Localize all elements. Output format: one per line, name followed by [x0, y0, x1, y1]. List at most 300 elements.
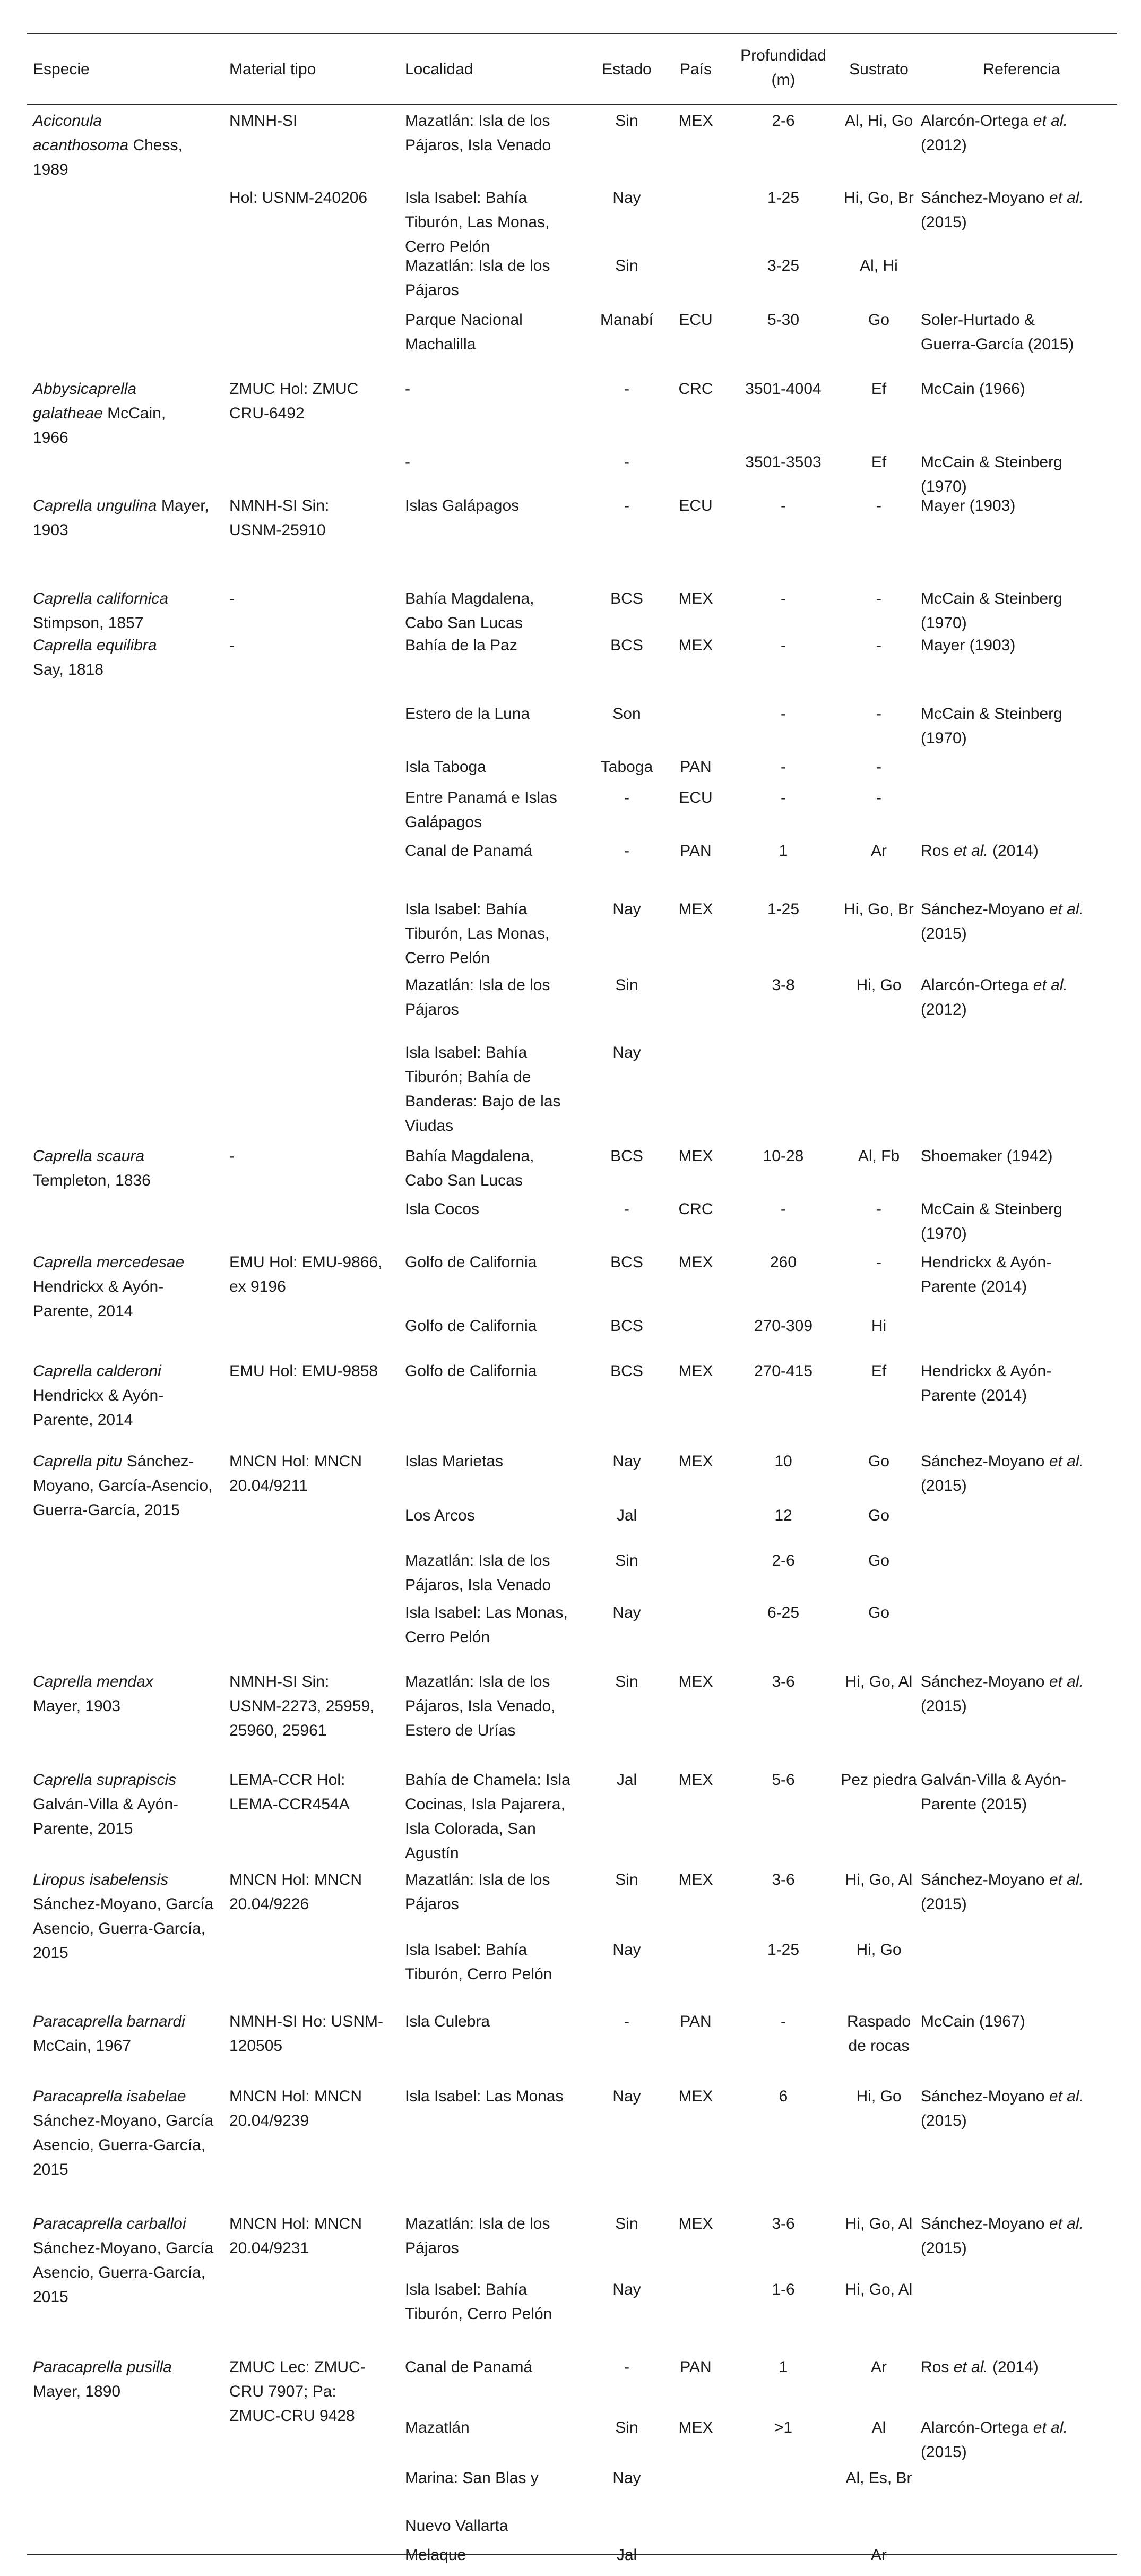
cell-locality: Parque Nacional Machalilla	[405, 311, 523, 353]
cell-locality: Bahía Magdalena, Cabo San Lucas	[405, 590, 534, 632]
reference-part: McCain & Steinberg (1970)	[921, 1200, 1062, 1242]
cell-reference	[921, 186, 1122, 235]
cell-material: ZMUC Hol: ZMUC CRU-6492	[229, 380, 359, 422]
cell-depth: 260	[770, 1253, 797, 1271]
header-material-tipo: Material tipo	[229, 61, 316, 78]
species-name: Aciconula acanthosoma	[33, 112, 129, 154]
reference-part: Alarcón-Ortega	[921, 2419, 1033, 2436]
cell-substrate: -	[876, 590, 881, 607]
reference-part: Mayer (1903)	[921, 497, 1016, 514]
cell-substrate: -	[876, 637, 881, 654]
cell-estado: BCS	[610, 1147, 643, 1165]
cell-depth: 1-25	[767, 1941, 800, 1959]
cell-substrate: Al, Es, Br	[845, 2469, 912, 2487]
cell-substrate: Pez piedra	[841, 1771, 917, 1789]
cell-pais: MEX	[678, 1871, 713, 1888]
cell-material: -	[229, 637, 235, 654]
cell-locality: Nuevo Vallarta	[405, 2517, 508, 2535]
cell-pais: MEX	[678, 1453, 713, 1470]
reference-part: Sánchez-Moyano	[921, 189, 1049, 207]
cell-depth: 3-6	[772, 1871, 795, 1888]
table-top-rule	[27, 33, 1117, 34]
species-name: Liropus isabelensis	[33, 1871, 169, 1888]
cell-pais: CRC	[678, 1200, 713, 1218]
cell-depth: 6	[779, 2088, 788, 2105]
cell-reference	[921, 2355, 1122, 2380]
header-profundidad: Profundidad (m)	[740, 47, 826, 89]
cell-reference	[921, 897, 1122, 946]
cell-locality: Golfo de California	[405, 1253, 537, 1271]
cell-substrate: Hi	[871, 1317, 887, 1335]
cell-pais: MEX	[678, 2419, 713, 2436]
species-name: Caprella equilibra	[33, 637, 157, 654]
cell-species	[33, 1449, 224, 1523]
cell-depth: 3501-3503	[745, 453, 822, 471]
species-part: Galván-Villa & Ayón- Parente, 2015	[33, 1796, 179, 1837]
cell-substrate: Go	[868, 1507, 890, 1524]
cell-estado: Nay	[612, 1941, 641, 1959]
cell-locality: Mazatlán	[405, 2419, 470, 2436]
cell-estado: Jal	[616, 1507, 637, 1524]
reference-part: Hendrickx & Ayón- Parente (2014)	[921, 1362, 1052, 1404]
header-localidad: Localidad	[405, 61, 473, 78]
cell-depth: 3-25	[767, 257, 800, 274]
reference-part: Galván-Villa & Ayón- Parente (2015)	[921, 1771, 1067, 1813]
cell-material: NMNH-SI Ho: USNM- 120505	[229, 2013, 383, 2055]
cell-substrate: Ef	[871, 1362, 887, 1380]
cell-substrate: Al, Hi	[860, 257, 898, 274]
cell-material: MNCN Hol: MNCN 20.04/9211	[229, 1453, 362, 1495]
cell-substrate: -	[876, 789, 881, 806]
species-part: Mayer, 1890	[33, 2383, 121, 2400]
cell-estado: BCS	[610, 1317, 643, 1335]
cell-estado: Sin	[615, 1871, 638, 1888]
cell-depth: 270-415	[754, 1362, 813, 1380]
cell-reference	[921, 702, 1122, 751]
cell-species	[33, 1868, 224, 1965]
cell-pais: PAN	[680, 842, 712, 860]
reference-part: et al.	[1049, 1453, 1084, 1470]
reference-part: (2015)	[921, 1895, 967, 1913]
cell-locality: Mazatlán: Isla de los Pájaros	[405, 1871, 550, 1913]
reference-part: Sánchez-Moyano	[921, 1871, 1049, 1888]
cell-substrate: Ef	[871, 380, 887, 398]
cell-pais: MEX	[678, 112, 713, 130]
cell-reference	[921, 1768, 1122, 1817]
reference-part: Ros	[921, 842, 954, 860]
reference-part: (2015)	[921, 2443, 967, 2461]
species-name: Caprella mendax	[33, 1673, 153, 1690]
cell-depth: -	[781, 789, 786, 806]
cell-depth: >1	[774, 2419, 793, 2436]
cell-locality: Entre Panamá e Islas Galápagos	[405, 789, 557, 831]
cell-pais: ECU	[679, 497, 713, 514]
reference-part: Soler-Hurtado & Guerra-García (2015)	[921, 311, 1074, 353]
cell-estado: -	[624, 1200, 629, 1218]
cell-locality: Mazatlán: Isla de los Pájaros	[405, 2215, 550, 2257]
cell-depth: 1-6	[772, 2281, 795, 2298]
reference-part: Sánchez-Moyano	[921, 2088, 1049, 2105]
cell-estado: -	[624, 2013, 629, 2030]
cell-estado: Sin	[615, 976, 638, 994]
cell-estado: BCS	[610, 637, 643, 654]
cell-locality: Isla Cocos	[405, 1200, 480, 1218]
species-name: Paracaprella pusilla	[33, 2358, 172, 2376]
species-name: Paracaprella barnardi	[33, 2013, 185, 2030]
cell-estado: Taboga	[600, 758, 653, 776]
cell-reference	[921, 839, 1122, 863]
cell-substrate: Raspado de rocas	[846, 2013, 911, 2055]
cell-estado: Sin	[615, 2419, 638, 2436]
species-part: Say, 1818	[33, 661, 103, 679]
reference-part: Shoemaker (1942)	[921, 1147, 1053, 1165]
cell-species	[33, 2355, 224, 2404]
reference-part: Sánchez-Moyano	[921, 1673, 1049, 1690]
reference-part: et al.	[1049, 1673, 1084, 1690]
cell-depth: -	[781, 758, 786, 776]
cell-substrate: Hi, Go, Al	[845, 2281, 913, 2298]
reference-part: (2015)	[921, 2112, 967, 2130]
cell-substrate: Go	[868, 1552, 890, 1569]
cell-substrate: Ar	[871, 842, 887, 860]
cell-depth: 1	[779, 842, 788, 860]
cell-pais: MEX	[678, 590, 713, 607]
header-sustrato: Sustrato	[849, 61, 909, 78]
reference-part: Sánchez-Moyano	[921, 2215, 1049, 2232]
cell-locality: Bahía de Chamela: Isla Cocinas, Isla Pajarera, Isla Colorada, San Agustín	[405, 1771, 570, 1862]
cell-substrate: -	[876, 497, 881, 514]
cell-locality: Melaque	[405, 2546, 466, 2564]
cell-pais: MEX	[678, 1673, 713, 1690]
cell-depth: 6-25	[767, 1604, 800, 1621]
cell-material: -	[229, 590, 235, 607]
cell-depth: 3-6	[772, 2215, 795, 2232]
cell-estado: Sin	[615, 1673, 638, 1690]
species-name: Caprella scaura	[33, 1147, 145, 1165]
cell-pais: CRC	[678, 380, 713, 398]
species-part: Hendrickx & Ayón- Parente, 2014	[33, 1387, 164, 1429]
cell-substrate: -	[876, 705, 881, 723]
cell-estado: Sin	[615, 1552, 638, 1569]
reference-part: McCain & Steinberg (1970)	[921, 705, 1062, 747]
cell-estado: Nay	[612, 2469, 641, 2487]
species-name: Caprella pitu	[33, 1453, 123, 1470]
cell-locality: Isla Isabel: Bahía Tiburón, Cerro Pelón	[405, 2281, 552, 2323]
cell-locality: Mazatlán: Isla de los Pájaros, Isla Venado	[405, 1552, 551, 1594]
species-name: Abbysicaprella galatheae	[33, 380, 137, 422]
species-part: Sánchez-Moyano, García Asencio, Guerra-García, 2015	[33, 2239, 214, 2306]
cell-depth: 10-28	[763, 1147, 804, 1165]
reference-part: (2015)	[921, 2239, 967, 2257]
cell-estado: Nay	[612, 2281, 641, 2298]
cell-estado: Sin	[615, 112, 638, 130]
cell-material: NMNH-SI Sin: USNM-2273, 25959, 25960, 25961	[229, 1673, 375, 1739]
reference-part: et al.	[1049, 900, 1084, 918]
reference-part: Sánchez-Moyano	[921, 900, 1049, 918]
reference-part: (2015)	[921, 1697, 967, 1715]
cell-reference	[921, 1197, 1122, 1246]
reference-part: et al.	[1049, 189, 1084, 207]
cell-species	[33, 587, 224, 636]
cell-reference	[921, 633, 1122, 658]
cell-estado: -	[624, 842, 629, 860]
cell-species	[33, 1250, 224, 1324]
cell-estado: Sin	[615, 257, 638, 274]
cell-reference	[921, 2212, 1122, 2261]
cell-species	[33, 1359, 224, 1432]
cell-locality: Islas Galápagos	[405, 497, 520, 514]
cell-locality: Mazatlán: Isla de los Pájaros, Isla Venado, Estero de Urías	[405, 1673, 556, 1739]
cell-estado: Sin	[615, 2215, 638, 2232]
cell-locality: Golfo de California	[405, 1362, 537, 1380]
cell-locality: Canal de Panamá	[405, 2358, 533, 2376]
cell-estado: BCS	[610, 590, 643, 607]
cell-depth: 2-6	[772, 1552, 795, 1569]
reference-part: Mayer (1903)	[921, 637, 1016, 654]
reference-part: Ros	[921, 2358, 954, 2376]
cell-substrate: -	[876, 758, 881, 776]
cell-species	[33, 633, 224, 682]
reference-part: et al.	[953, 842, 988, 860]
header-estado: Estado	[602, 61, 652, 78]
cell-locality: Islas Marietas	[405, 1453, 504, 1470]
cell-reference	[921, 308, 1122, 357]
cell-depth: -	[781, 637, 786, 654]
cell-estado: Nay	[612, 189, 641, 207]
cell-species	[33, 2084, 224, 2182]
cell-pais: MEX	[678, 2088, 713, 2105]
cell-substrate: Al, Fb	[858, 1147, 900, 1165]
species-part: Stimpson, 1857	[33, 614, 144, 632]
cell-pais: MEX	[678, 1771, 713, 1789]
reference-part: Alarcón-Ortega	[921, 112, 1033, 130]
species-part: Mayer, 1903	[33, 497, 209, 539]
cell-depth: -	[781, 2013, 786, 2030]
cell-reference	[921, 1670, 1122, 1719]
cell-estado: -	[624, 2358, 629, 2376]
species-part: Mayer, 1903	[33, 1697, 121, 1715]
cell-depth: 3-6	[772, 1673, 795, 1690]
cell-material: EMU Hol: EMU-9858	[229, 1362, 378, 1380]
cell-material: MNCN Hol: MNCN 20.04/9231	[229, 2215, 362, 2257]
cell-substrate: Hi, Go, Br	[844, 900, 914, 918]
reference-part: et al.	[1033, 112, 1068, 130]
cell-locality: Isla Isabel: Bahía Tiburón, Cerro Pelón	[405, 1941, 552, 1983]
species-part: Chess, 1989	[33, 136, 183, 178]
cell-material: LEMA-CCR Hol: LEMA-CCR454A	[229, 1771, 350, 1813]
cell-locality: Isla Isabel: Bahía Tiburón, Las Monas, Cerro Pelón	[405, 900, 550, 967]
cell-species	[33, 1144, 224, 1193]
reference-part: et al.	[953, 2358, 988, 2376]
header-especie: Especie	[33, 61, 90, 78]
cell-material: NMNH-SI Sin: USNM-25910	[229, 497, 330, 539]
cell-material: Hol: USNM-240206	[229, 189, 368, 207]
cell-substrate: -	[876, 1253, 881, 1271]
cell-estado: Nay	[612, 2088, 641, 2105]
cell-locality: Mazatlán: Isla de los Pájaros, Isla Venado	[405, 112, 551, 154]
cell-substrate: Hi, Go	[856, 976, 902, 994]
reference-part: (2014)	[988, 842, 1039, 860]
cell-species	[33, 377, 224, 450]
cell-locality: Isla Culebra	[405, 2013, 490, 2030]
species-part: Hendrickx & Ayón- Parente, 2014	[33, 1278, 164, 1320]
reference-part: et al.	[1033, 2419, 1068, 2436]
reference-part: McCain & Steinberg (1970)	[921, 453, 1062, 495]
cell-estado: Manabí	[600, 311, 654, 329]
cell-locality: Isla Taboga	[405, 758, 486, 776]
cell-depth: 1-25	[767, 189, 800, 207]
cell-substrate: -	[876, 1200, 881, 1218]
cell-pais: PAN	[680, 2358, 712, 2376]
cell-species	[33, 109, 224, 182]
cell-pais: MEX	[678, 1362, 713, 1380]
cell-depth: 5-30	[767, 311, 800, 329]
cell-estado: -	[624, 497, 629, 514]
cell-species	[33, 1768, 224, 1841]
cell-reference	[921, 1449, 1122, 1498]
cell-locality: Mazatlán: Isla de los Pájaros	[405, 257, 550, 299]
species-name: Caprella calderoni	[33, 1362, 161, 1380]
cell-estado: Jal	[616, 2546, 637, 2564]
cell-species	[33, 494, 224, 543]
reference-part: McCain (1967)	[921, 2013, 1025, 2030]
cell-locality: Bahía de la Paz	[405, 637, 517, 654]
cell-substrate: Hi, Go, Al	[845, 1871, 913, 1888]
cell-substrate: Al, Hi, Go	[844, 112, 913, 130]
cell-locality: Mazatlán: Isla de los Pájaros	[405, 976, 550, 1018]
cell-depth: 3-8	[772, 976, 795, 994]
cell-substrate: Ef	[871, 453, 887, 471]
header-pais: País	[679, 61, 712, 78]
cell-depth: -	[781, 590, 786, 607]
cell-species	[33, 1670, 224, 1719]
cell-reference	[921, 109, 1122, 158]
cell-reference	[921, 2010, 1122, 2034]
cell-depth: 1-25	[767, 900, 800, 918]
cell-depth: -	[781, 497, 786, 514]
species-part: McCain, 1967	[33, 2037, 132, 2055]
cell-locality: Marina: San Blas y	[405, 2469, 539, 2487]
species-name: Caprella mercedesae	[33, 1253, 185, 1271]
cell-estado: -	[624, 380, 629, 398]
species-part: Sánchez-Moyano, García Asencio, Guerra-García, 2015	[33, 1895, 214, 1962]
cell-estado: Jal	[616, 1771, 637, 1789]
cell-locality: -	[405, 380, 410, 398]
cell-reference	[921, 450, 1122, 499]
cell-substrate: Hi, Go, Al	[845, 2215, 913, 2232]
reference-part: et al.	[1033, 976, 1068, 994]
species-part: Sánchez-Moyano, García Asencio, Guerra-García, 2015	[33, 2112, 214, 2178]
cell-estado: BCS	[610, 1253, 643, 1271]
cell-reference	[921, 1144, 1122, 1169]
cell-reference	[921, 2084, 1122, 2133]
reference-part: Hendrickx & Ayón- Parente (2014)	[921, 1253, 1052, 1295]
cell-substrate: Go	[868, 311, 890, 329]
cell-substrate: Go	[868, 1453, 890, 1470]
reference-part: (2015)	[921, 1477, 967, 1495]
cell-substrate: Al	[871, 2419, 886, 2436]
cell-material: NMNH-SI	[229, 112, 298, 130]
cell-material: MNCN Hol: MNCN 20.04/9226	[229, 1871, 362, 1913]
species-name: Paracaprella isabelae	[33, 2088, 186, 2105]
reference-part: Sánchez-Moyano	[921, 1453, 1049, 1470]
reference-part: et al.	[1049, 2215, 1084, 2232]
species-name: Caprella suprapiscis	[33, 1771, 177, 1789]
cell-substrate: Go	[868, 1604, 890, 1621]
reference-part: et al.	[1049, 2088, 1084, 2105]
cell-depth: 270-309	[754, 1317, 813, 1335]
cell-depth: -	[781, 705, 786, 723]
species-part: Templeton, 1836	[33, 1172, 151, 1189]
cell-substrate: Hi, Go, Al	[845, 1673, 913, 1690]
cell-depth: 3501-4004	[745, 380, 822, 398]
cell-depth: 5-6	[772, 1771, 795, 1789]
cell-reference	[921, 587, 1122, 636]
cell-estado: Nay	[612, 1604, 641, 1621]
cell-estado: Nay	[612, 900, 641, 918]
cell-pais: MEX	[678, 1253, 713, 1271]
cell-estado: Nay	[612, 1453, 641, 1470]
cell-estado: -	[624, 453, 629, 471]
cell-pais: MEX	[678, 637, 713, 654]
header-referencia: Referencia	[983, 61, 1060, 78]
cell-substrate: Ar	[871, 2546, 887, 2564]
species-part: Sánchez- Moyano, García-Asencio, Guerra-García, 2015	[33, 1453, 213, 1519]
reference-part: McCain & Steinberg (1970)	[921, 590, 1062, 632]
cell-reference	[921, 1359, 1122, 1408]
cell-reference	[921, 494, 1122, 518]
cell-substrate: Hi, Go, Br	[844, 189, 914, 207]
reference-part: (2015)	[921, 213, 967, 231]
cell-pais: PAN	[680, 758, 712, 776]
cell-pais: ECU	[679, 789, 713, 806]
cell-pais: ECU	[679, 311, 713, 329]
cell-locality: Los Arcos	[405, 1507, 475, 1524]
cell-material: MNCN Hol: MNCN 20.04/9239	[229, 2088, 362, 2130]
cell-locality: Golfo de California	[405, 1317, 537, 1335]
cell-pais: MEX	[678, 2215, 713, 2232]
cell-estado: Son	[612, 705, 641, 723]
cell-substrate: Ar	[871, 2358, 887, 2376]
cell-depth: 12	[774, 1507, 792, 1524]
cell-reference	[921, 2416, 1122, 2465]
cell-locality: Isla Isabel: Las Monas	[405, 2088, 564, 2105]
cell-material: -	[229, 1147, 235, 1165]
cell-estado: Nay	[612, 1044, 641, 1061]
cell-locality: Estero de la Luna	[405, 705, 530, 723]
cell-locality: Isla Isabel: Bahía Tiburón, Las Monas, Cerro Pelón	[405, 189, 550, 255]
cell-locality: Canal de Panamá	[405, 842, 533, 860]
cell-reference	[921, 1868, 1122, 1917]
cell-reference	[921, 377, 1122, 401]
cell-locality: Isla Isabel: Bahía Tiburón; Bahía de Banderas: Bajo de las Viudas	[405, 1044, 561, 1135]
cell-pais: MEX	[678, 1147, 713, 1165]
cell-pais: MEX	[678, 900, 713, 918]
cell-species	[33, 2010, 224, 2058]
cell-reference	[921, 1250, 1122, 1299]
species-name: Caprella californica	[33, 590, 169, 607]
cell-estado: -	[624, 789, 629, 806]
cell-substrate: Hi, Go	[856, 1941, 902, 1959]
reference-part: (2012)	[921, 136, 967, 154]
cell-pais: PAN	[680, 2013, 712, 2030]
species-part: McCain, 1966	[33, 405, 166, 446]
cell-species	[33, 2212, 224, 2309]
cell-material: EMU Hol: EMU-9866, ex 9196	[229, 1253, 383, 1295]
cell-depth: 1	[779, 2358, 788, 2376]
reference-part: (2014)	[988, 2358, 1039, 2376]
reference-part: (2015)	[921, 925, 967, 942]
